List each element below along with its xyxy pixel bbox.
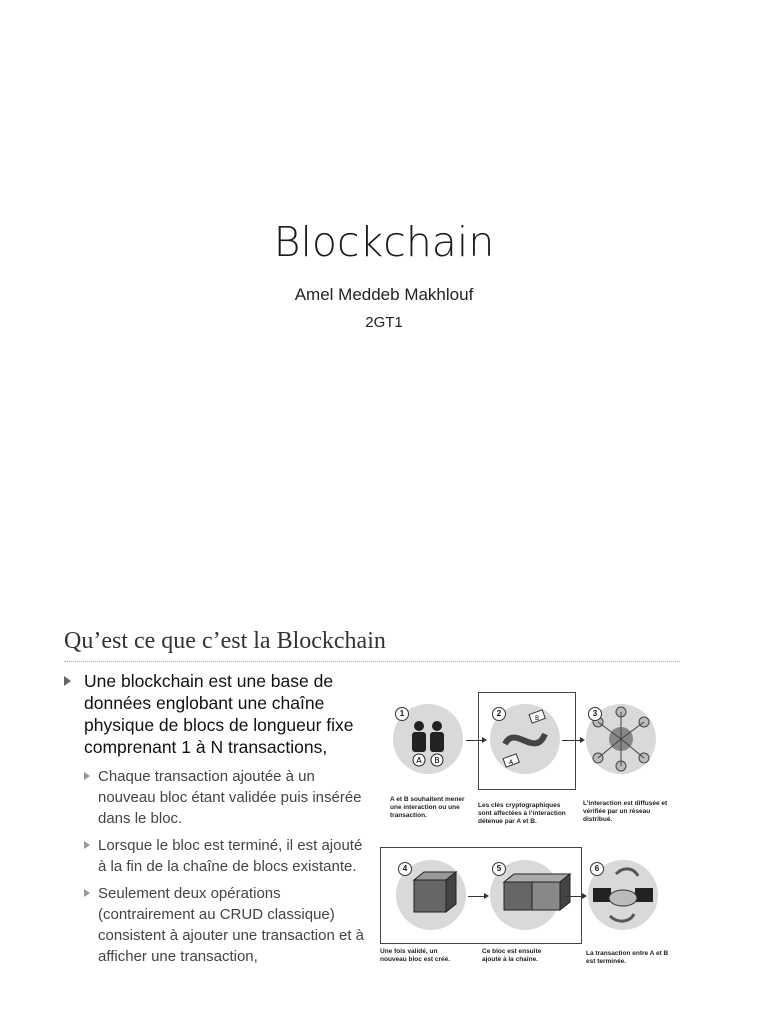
sub-bullet-text: Chaque transaction ajoutée à un nouveau bloc étant validée puis insérée dans le bloc. xyxy=(98,768,362,827)
step-3-caption: L’interaction est diffusée et vérifiée par un réseau distribué. xyxy=(583,800,668,823)
slide-title: Qu’est ce que c’est la Blockchain xyxy=(64,628,386,654)
arrow-icon xyxy=(582,893,587,899)
title-divider xyxy=(64,661,680,662)
connector-5-6 xyxy=(564,896,584,897)
sub-bullet-text: Lorsque le bloc est terminé, il est ajouté à la fin de la chaîne de blocs existante. xyxy=(98,837,363,875)
author-name: Amel Meddeb Makhlouf xyxy=(294,285,474,304)
bullet-arrow-icon xyxy=(84,841,90,849)
arrow-icon xyxy=(482,737,487,743)
step-1-label-b: B xyxy=(434,756,440,765)
step-4-caption: Une fois validé, un nouveau bloc est créé. xyxy=(380,948,451,963)
bullet-list xyxy=(64,670,364,973)
step-1-number: 1 xyxy=(395,707,409,721)
document-title: Blockchain xyxy=(273,218,495,266)
slide-what-is-blockchain xyxy=(56,620,684,1000)
main-bullet-text: Une blockchain est une base de données englobant une chaîne physique de blocs de longueur fixe comprenant 1 à N transactions, xyxy=(84,671,354,757)
step-6-caption: La transaction entre A et B est terminée. xyxy=(586,950,669,965)
bullet-arrow-icon xyxy=(64,676,71,686)
arrow-icon xyxy=(580,737,585,743)
connector-2-3 xyxy=(562,740,582,741)
step-3-number: 3 xyxy=(588,707,602,721)
step-1-caption: A et B souhaitent mener une interaction ou une transaction. xyxy=(390,796,465,819)
bullet-arrow-icon xyxy=(84,772,90,780)
sub-bullet xyxy=(84,835,364,877)
step-5-number: 5 xyxy=(492,862,506,876)
bullet-arrow-icon xyxy=(84,889,90,897)
arrow-icon xyxy=(484,893,489,899)
step-5-caption: Ce bloc est ensuite ajouté à la chaîne. xyxy=(482,948,542,963)
step-1-label-a: A xyxy=(416,756,422,765)
step-6-number: 6 xyxy=(590,862,604,876)
main-bullet xyxy=(64,670,364,758)
step-2-label-a: A xyxy=(508,759,514,766)
sub-bullet xyxy=(84,883,364,967)
step-2-label-b: B xyxy=(534,715,540,722)
blockchain-process-diagram xyxy=(378,692,678,992)
group-label: 2GT1 xyxy=(365,314,403,331)
step-2-number: 2 xyxy=(492,707,506,721)
step-4-number: 4 xyxy=(398,862,412,876)
sub-bullet xyxy=(84,766,364,829)
step-2-caption: Les clés cryptographiques sont affectées à l’interaction détenue par A et B. xyxy=(478,802,566,825)
sub-bullet-list xyxy=(64,766,364,967)
sub-bullet-text: Seulement deux opérations (contrairement au CRUD classique) consistent à ajouter une transaction et à afficher une transaction, xyxy=(98,885,365,965)
